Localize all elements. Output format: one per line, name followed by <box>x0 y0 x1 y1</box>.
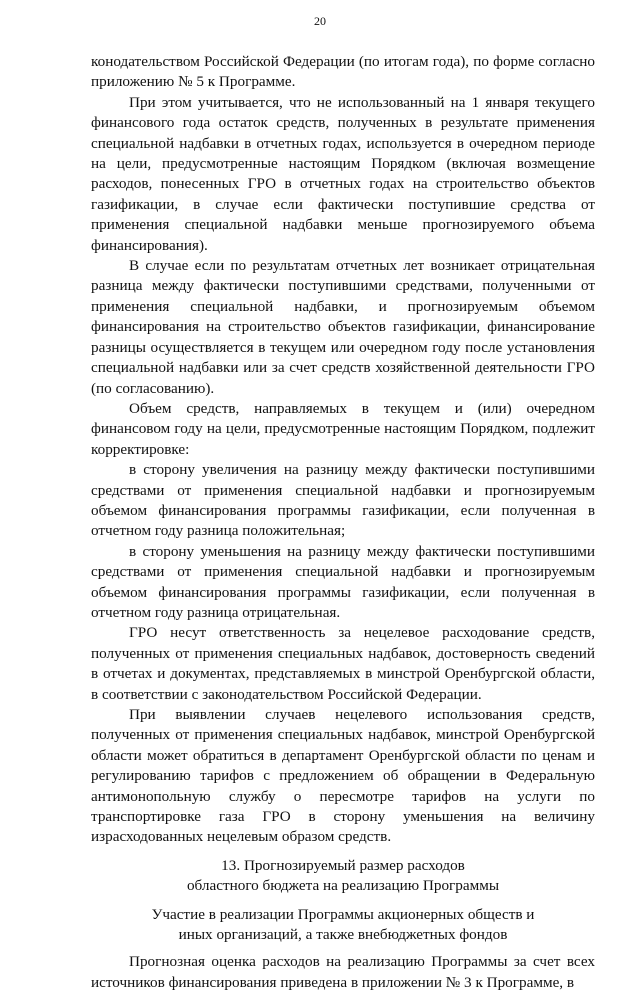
section-heading-line-1: 13. Прогнозируемый размер расходов <box>221 856 465 874</box>
paragraph-increase: в сторону увеличения на разницу между фактически поступившими средствами от применения специальной надбавки и прогнозируемым объемом финансирования программы газификации, если полученная в отчетном году разница положительная; <box>91 461 595 540</box>
paragraph-decrease: в сторону уменьшения на разницу между фактически поступившими средствами от применения специальной надбавки и прогнозируемым объемом финансирования программы газификации, если полученная в отчетном году разница отрицательная. <box>91 542 595 621</box>
paragraph-continuation: конодательством Российской Федерации (по итогам года), по форме согласно приложению № 5 к Программе. <box>91 53 595 91</box>
paragraph-adjustment: Объем средств, направляемых в текущем и (или) очередном финансовом году на цели, предусмотренные настоящим Порядком, подлежит корректировке: <box>91 399 595 458</box>
paragraph-forecast: Прогнозная оценка расходов на реализацию Программы за счет всех источников финансирования приведена в приложении № 3 к Программе, в <box>91 953 595 991</box>
subsection-heading-line-1: Участие в реализации Программы акционерных обществ и <box>151 905 535 923</box>
subsection-heading-line-2: иных организаций, а также внебюджетных фондов <box>178 926 508 944</box>
section-heading-line-2: областного бюджета на реализацию Программы <box>186 877 500 895</box>
page-number: 20 <box>314 14 326 28</box>
paragraph-misuse: При выявлении случаев нецелевого использования средств, полученных от применения специальных надбавок, минстрой Оренбургской области может обратиться в департамент Оренбургской области по ценам и регулированию тарифов с предложением об обращении в Федеральную антимонопольную службу о пересмотре тарифов на услуги по транспортировке газа ГРО в сторону уменьшения на величину израсходованных нецелевым образом средств. <box>91 706 595 846</box>
document-body <box>91 52 595 993</box>
paragraph-responsibility: ГРО несут ответственность за нецелевое расходование средств, полученных от применения специальных надбавок, достоверность сведений в отчетах и документах, представляемых в минстрой Оренбургской области, в соответствии с законодательством Российской Федерации. <box>91 624 595 703</box>
paragraph-unused-balance: При этом учитывается, что не использованный на 1 января текущего финансового года остаток средств, полученных в результате применения специальной надбавки в отчетных годах, используется в очередном периоде на цели, предусмотренные настоящим Порядком (включая возмещение расходов, понесенных ГРО в отчетных годах на строительство объектов газификации, в случае если фактически поступившие средства от применения специальной надбавки меньше прогнозируемого объема финансирования). <box>91 93 595 254</box>
paragraph-negative-difference: В случае если по результатам отчетных лет возникает отрицательная разница между фактически поступившими средствами, полученными от применения специальной надбавки, и прогнозируемым объемом финансирования на строительство объектов газификации, финансирование разницы осуществляется в текущем или очередном году после установления специальной надбавки или за счет средств хозяйственной деятельности ГРО (по согласованию). <box>91 257 595 397</box>
